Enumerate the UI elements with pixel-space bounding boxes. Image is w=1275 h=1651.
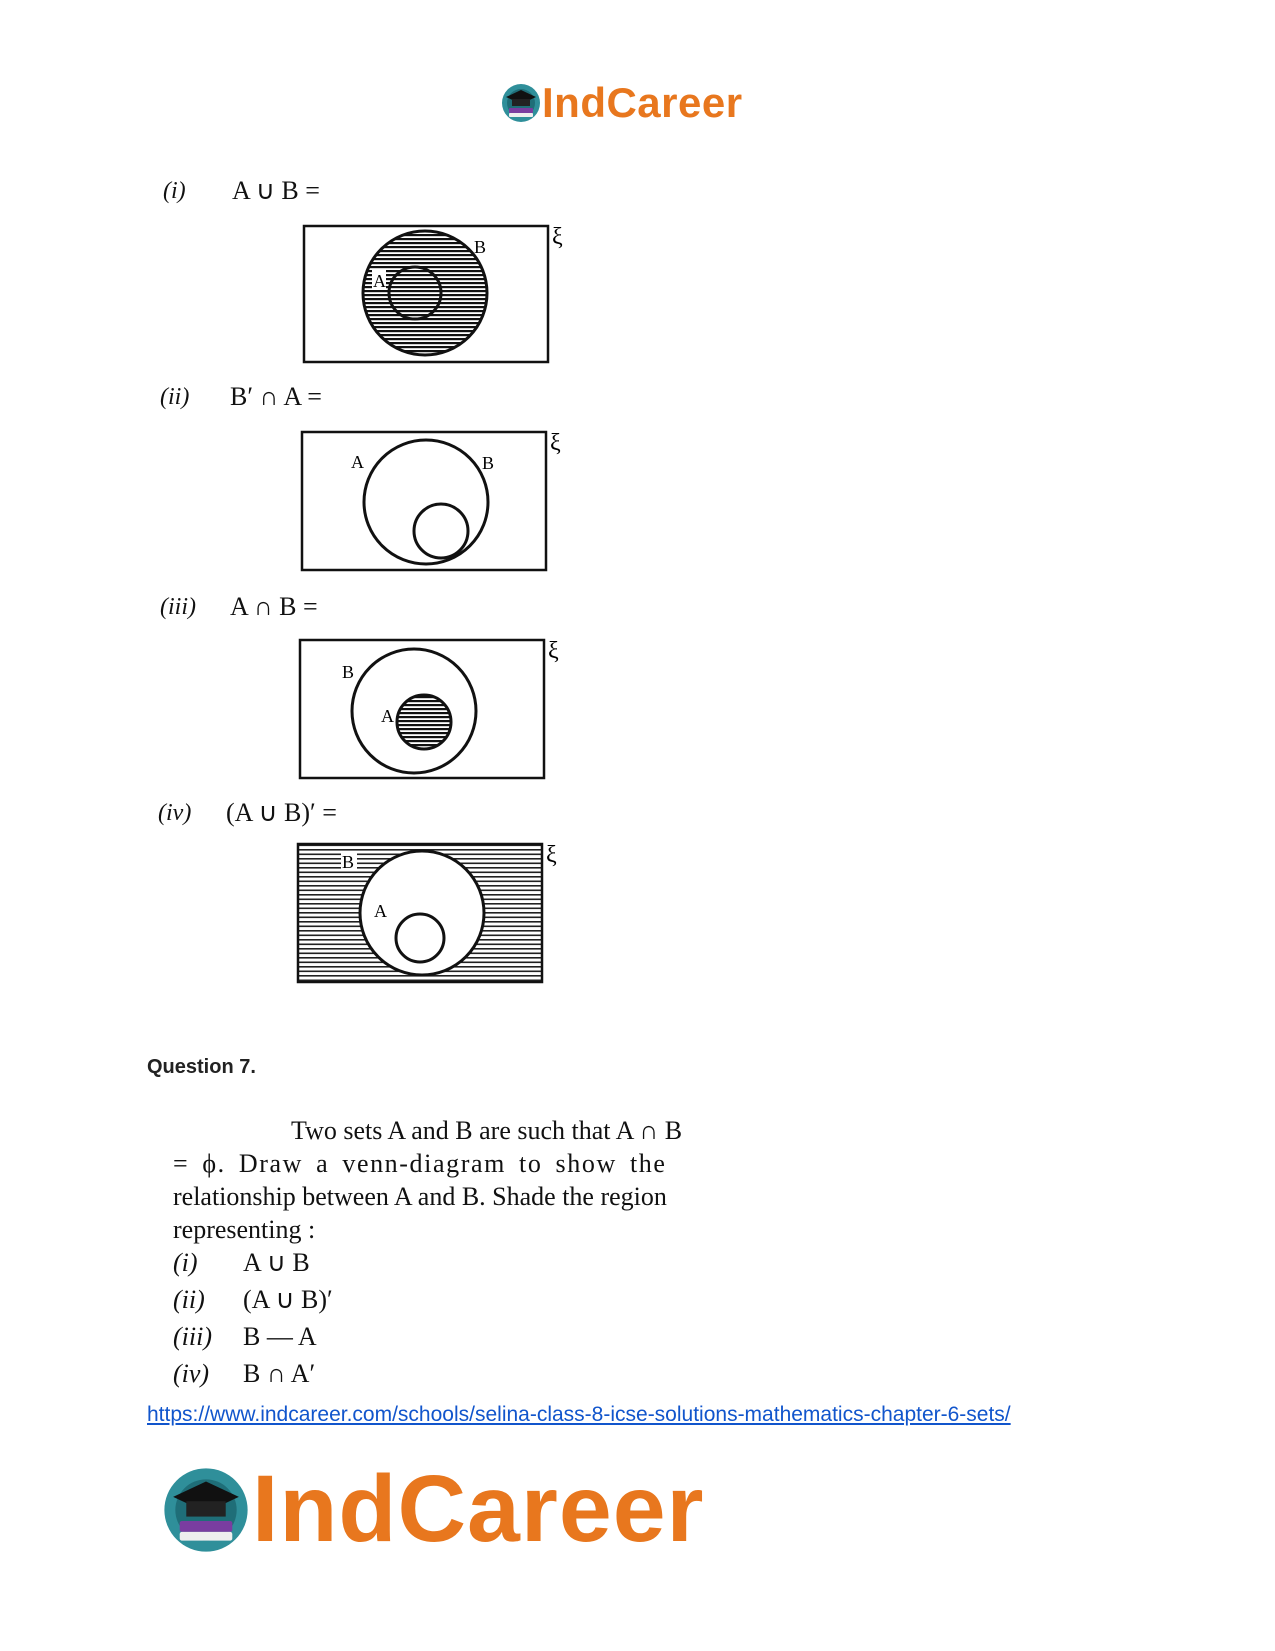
question-line: relationship between A and B. Shade the region xyxy=(173,1182,667,1211)
question-line: representing : xyxy=(173,1215,316,1244)
venn-diagram-union xyxy=(290,222,570,372)
option-number: (iv) xyxy=(173,1359,210,1388)
option-item xyxy=(173,1355,333,1392)
item-number: (iv) xyxy=(158,800,192,826)
option-text: (A ∪ B)′ xyxy=(243,1285,333,1314)
universal-set-symbol: ξ xyxy=(550,430,561,456)
universal-set-symbol: ξ xyxy=(552,224,563,250)
source-link[interactable]: https://www.indcareer.com/schools/selina-class-8-icse-solutions-mathematics-chapter-6-sets/ xyxy=(147,1403,1011,1426)
set-expression: A ∪ B = xyxy=(232,176,320,205)
question-text xyxy=(173,1114,718,1246)
option-number: (ii) xyxy=(173,1285,205,1314)
item-number: (i) xyxy=(163,178,186,204)
brand-name: IndCareer xyxy=(542,79,743,126)
question-line: Two sets A and B are such that A ∩ B xyxy=(291,1116,683,1145)
set-label-b: B xyxy=(342,662,355,682)
option-number: (i) xyxy=(173,1248,198,1277)
option-item xyxy=(173,1318,333,1355)
set-label-b: B xyxy=(474,237,487,257)
set-label-a: A xyxy=(381,706,394,726)
set-expression: A ∩ B = xyxy=(230,592,318,621)
universal-set-symbol: ξ xyxy=(546,842,557,868)
venn-diagram-union-complement xyxy=(284,840,574,1000)
brand-name: IndCareer xyxy=(252,1456,705,1562)
option-item xyxy=(173,1244,333,1281)
set-label-a: A xyxy=(351,452,364,472)
set-label-a: A xyxy=(374,901,387,921)
item-number: (ii) xyxy=(160,384,190,410)
question-heading: Question 7. xyxy=(147,1056,256,1078)
option-text: B ∩ A′ xyxy=(243,1359,316,1388)
option-text: B — A xyxy=(243,1322,317,1351)
item-number: (iii) xyxy=(160,594,196,620)
set-expression: (A ∪ B)′ = xyxy=(226,798,337,827)
question-line: = ϕ. Draw a venn-diagram to show the xyxy=(173,1149,667,1178)
venn-diagram-intersection xyxy=(286,636,566,796)
footer-logo[interactable] xyxy=(160,1456,705,1562)
graduation-cap-icon xyxy=(160,1464,252,1556)
question-options xyxy=(173,1244,333,1392)
venn-diagram-b-complement-intersect-a xyxy=(288,428,568,578)
set-label-b: B xyxy=(482,453,495,473)
set-expression: B′ ∩ A = xyxy=(230,382,322,411)
option-item xyxy=(173,1281,333,1318)
option-number: (iii) xyxy=(173,1322,212,1351)
universal-set-symbol: ξ xyxy=(548,638,559,664)
set-label-b: B xyxy=(342,852,355,872)
set-label-a: A xyxy=(373,271,386,291)
graduation-cap-icon xyxy=(500,82,542,124)
header-logo[interactable] xyxy=(500,78,743,128)
option-text: A ∪ B xyxy=(243,1248,310,1277)
